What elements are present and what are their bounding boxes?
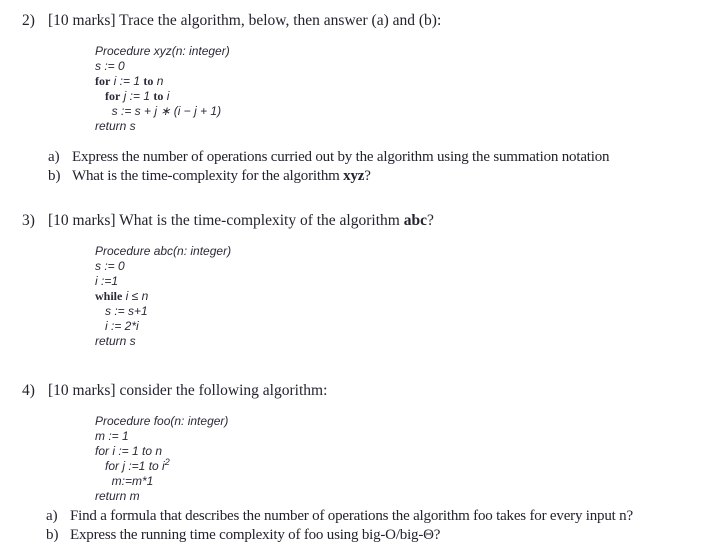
text-segment: [10 marks] consider the following algorithm: [48,382,328,399]
question-title [48,211,434,231]
text-segment: Express the number of operations curried out by the algorithm using the summation notation [72,149,610,165]
code-line [95,89,707,104]
code-line [95,274,707,289]
code-line [95,259,707,274]
subquestion [46,526,707,545]
text-segment: s := 0 [95,59,125,73]
text-segment: Express the running time complexity of foo using big-O/big-Θ? [70,526,441,543]
code-line [95,244,707,259]
text-segment: for [95,74,111,88]
code-line [95,304,707,319]
subquestion-text [72,167,371,186]
code-line [95,459,707,474]
subquestion [48,148,707,167]
text-segment: n [153,74,164,88]
pseudocode-block [95,414,707,504]
text-segment: m:=m*1 [95,474,154,488]
question-heading [22,211,707,231]
text-segment: i :=1 [95,274,119,288]
code-line [95,444,707,459]
text-segment: ? [364,167,371,184]
subquestion-text [70,526,440,545]
code-line [95,104,707,119]
code-line [95,319,707,334]
subquestion-label: b) [46,526,59,543]
code-line [95,289,707,304]
text-segment: Procedure abc(n: integer) [95,244,232,258]
text-segment: while [95,289,123,303]
subquestion [48,167,707,186]
text-segment: return s [95,334,136,348]
text-segment: Find a formula that describes the number of operations the algorithm foo takes for every input n? [70,508,633,524]
code-line [95,44,707,59]
question-number: 3) [22,212,35,229]
code-line [95,429,707,444]
text-segment: Procedure foo(n: integer) [95,414,229,428]
code-line [95,334,707,349]
text-segment: [10 marks] What is the time-complexity of the algorithm [48,212,404,229]
text-segment: abc [403,212,427,229]
subquestion-label: b) [48,167,61,184]
text-segment: Procedure xyz(n: integer) [95,44,230,58]
code-line [95,59,707,74]
code-line [95,74,707,89]
question-block [22,211,707,349]
subquestion-label: a) [46,508,58,524]
pseudocode-block [95,44,707,134]
text-segment: for i := 1 to n [95,444,163,458]
question-block [22,11,707,185]
text-segment: i := 2*i [95,319,139,333]
code-line [95,489,707,504]
text-segment: i ≤ n [122,289,149,303]
text-segment: ? [426,212,434,229]
text-segment [95,89,105,103]
text-segment: s := 0 [95,259,125,273]
question-block [22,381,707,544]
text-segment: j := 1 [120,89,154,103]
text-segment: return s [95,119,136,133]
text-segment: s := s+1 [95,304,148,318]
text-segment: [10 marks] Trace the algorithm, below, then answer (a) and (b): [48,12,442,29]
code-line [95,474,707,489]
subquestion-list [22,148,707,185]
text-segment: 2 [164,457,170,467]
text-segment: xyz [343,167,365,184]
text-segment: for [105,89,121,103]
text-segment: for j :=1 to i [95,459,165,473]
pseudocode-block [95,244,707,349]
text-segment: s := s + j ∗ (i − j + 1) [95,104,222,118]
question-number: 4) [22,382,35,399]
question-heading [22,381,707,401]
question-title [48,11,441,31]
subquestion-list [22,507,707,544]
question-heading [22,11,707,31]
subquestion-label: a) [48,149,60,165]
text-segment: i [163,89,170,103]
code-line [95,414,707,429]
text-segment: to [153,89,164,103]
code-line [95,119,707,134]
text-segment: i := 1 [110,74,144,88]
subquestion-text [70,507,633,526]
text-segment: What is the time-complexity for the algorithm [72,167,344,184]
question-number: 2) [22,12,35,29]
subquestion [46,507,707,526]
question-title [48,381,327,401]
text-segment: to [143,74,154,88]
subquestion-text [72,148,609,167]
text-segment: return m [95,489,140,503]
text-segment: m := 1 [95,429,129,443]
